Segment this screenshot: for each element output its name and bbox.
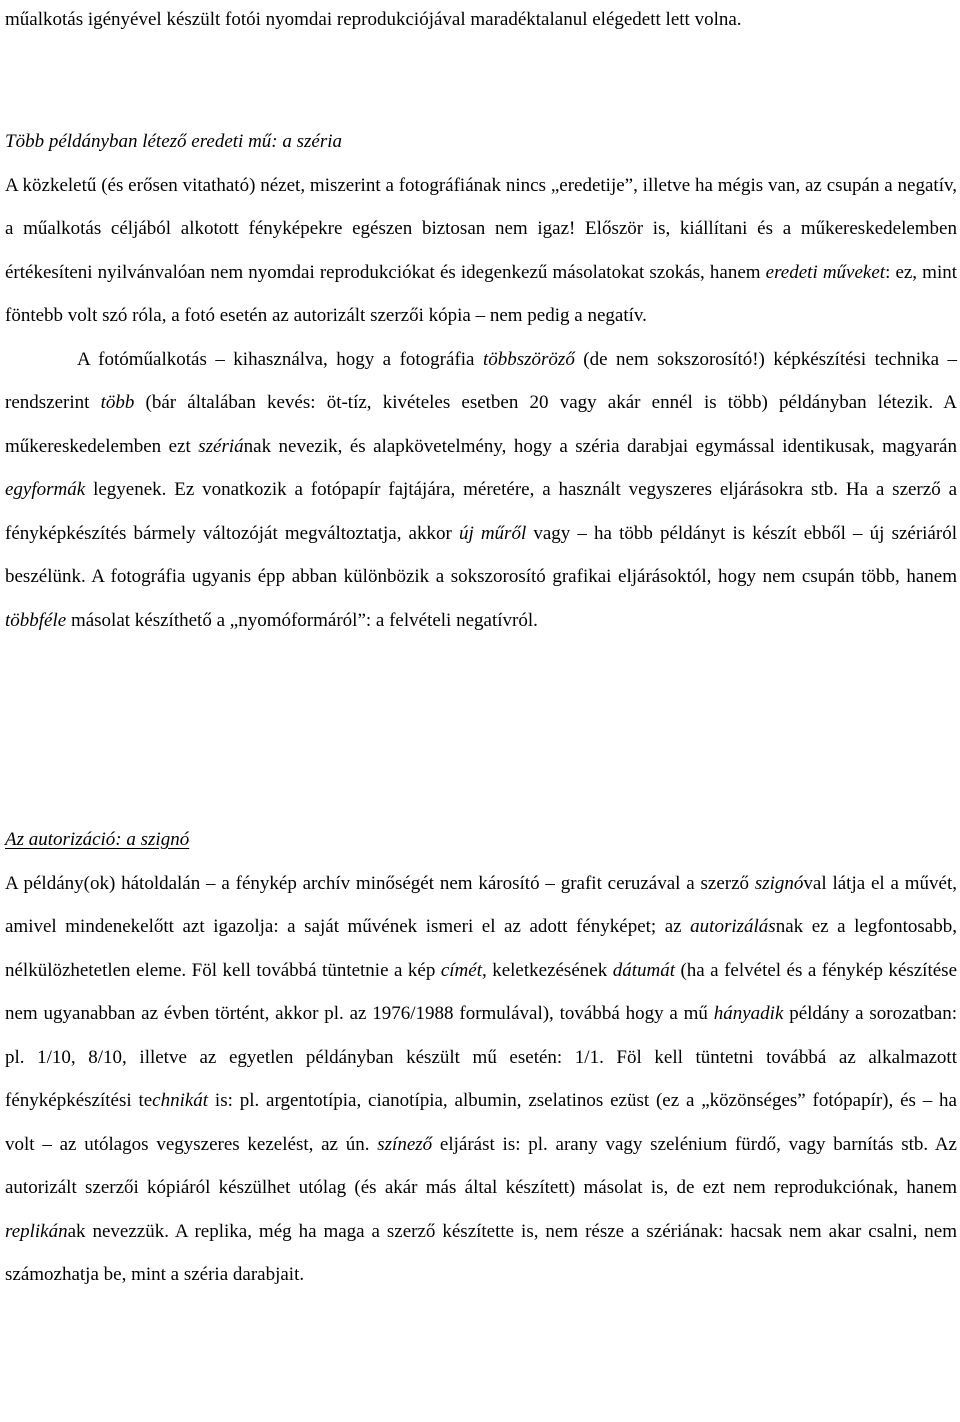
section-authorization — [5, 818, 957, 1297]
emphasis: autorizálás — [690, 916, 776, 937]
text-run: vagy – ha több példányt is készít ebből – új szériáról beszélünk. A fotográfia ugyanis épp abban különbözik a sokszorosító grafikai eljárásoktól, hogy nem csupán több, hanem — [5, 522, 957, 587]
emphasis: dátumát — [612, 959, 675, 981]
text-run: példány a sorozatban: pl. 1/10, 8/10, illetve az egyetlen példányban készült mű esetén: 1/1. Föl kell tüntetni továbbá az alkalmazott fényképkészítési te — [5, 1003, 957, 1111]
section-series — [5, 120, 957, 642]
emphasis: többszöröző — [482, 348, 575, 370]
section-heading-series: Több példányban létező eredeti mű: a széria — [5, 131, 343, 152]
emphasis: címét — [440, 959, 482, 981]
text-run: ak nevezzük. A replika, még ha maga a szerző készítette is, nem része a szériának: hacsak nem akar csalni, nem számozhatja be, mint a széria darabjait. — [5, 1220, 957, 1285]
series-paragraph-1 — [5, 164, 957, 338]
text-run: legyenek. Ez vonatkozik a fotópapír fajtájára, méretére, a használt vegyszeres eljárásokra stb. Ha a szerző a fényképkészítés bármely változóját megváltoztatja, akkor — [5, 479, 957, 544]
emphasis: egyformák — [5, 479, 86, 500]
emphasis: eredeti műveket — [765, 261, 886, 283]
emphasis: színező — [377, 1133, 433, 1155]
text-run: A fotóműalkotás – kihasználva, hogy a fotográfia — [77, 348, 483, 370]
text-run: : ez, mint föntebb volt szó róla, a fotó esetén az autorizált szerzői kópia – nem pedig a negatív. — [5, 261, 958, 326]
text-run: (bár általában kevés: öt-tíz, kivételes esetben 20 vagy akár ennél is több) példányban létezik. A műkereskedelemben ezt — [5, 392, 958, 457]
section-heading-authorization: Az autorizáció: a szignó — [5, 829, 190, 850]
text-run: (de nem sokszorosító!) képkészítési technika – rendszerint — [5, 348, 958, 413]
text-run: másolat készíthető a „nyomóformáról”: a felvételi negatívról. — [66, 609, 538, 631]
emphasis: többféle — [5, 609, 67, 631]
emphasis: szériá — [198, 435, 244, 457]
text-run: eljárást is: pl. arany vagy szelénium fürdő, vagy barnítás stb. Az autorizált szerzői kópiáról készülhet utólag (és akár más által készített) másolat is, de ezt nem reprodukciónak, hanem — [5, 1133, 957, 1198]
emphasis: több — [100, 392, 135, 413]
emphasis: szignó — [754, 872, 804, 894]
emphasis: új műről — [458, 522, 527, 544]
emphasis: replikán — [5, 1220, 68, 1242]
intro-text: műalkotás igényével készült fotói nyomdai reprodukciójával maradéktalanul elégedett lett volna. — [5, 9, 742, 30]
text-run: nak nevezik, és alapkövetelmény, hogy a széria darabjai egymással identikusak, magyarán — [243, 435, 957, 457]
authorization-paragraph — [5, 862, 957, 1297]
text-run: A közkeletű (és erősen vitatható) nézet, miszerint a fotográfiának nincs „eredetije”, illetve ha mégis van, az csupán a negatív, a műalkotás céljából alkotott fényképekre egészen biztosan nem igaz! Először is, kiállítani és a műkereskedelemben értékesíteni nyilvánvalóan nem nyomdai reprodukciókat és idegenkezű másolatokat szokás, hanem — [5, 174, 957, 283]
text-run: (ha a felvétel és a fénykép készítése nem ugyanabban az évben történt, akkor pl. az 1976/1988 formulával), továbbá hogy a mű — [5, 959, 958, 1024]
emphasis: chnikát — [152, 1090, 209, 1111]
intro-paragraph — [5, 0, 957, 42]
text-run: A példány(ok) hátoldalán – a fénykép archív minőségét nem károsító – grafit ceruzával a szerző — [5, 872, 755, 894]
text-run: nak ez a legfontosabb, nélkülözhetetlen eleme. Föl kell továbbá tüntetnie a kép — [5, 916, 957, 981]
series-paragraph-2 — [5, 338, 957, 643]
emphasis: hányadik — [713, 1003, 784, 1024]
text-run: , keletkezésének — [481, 959, 613, 981]
text-run: is: pl. argentotípia, cianotípia, albumin, zselatinos ezüst (ez a „közönséges” fotópapír), és – ha volt – az utólagos vegyszeres kezelést, az ún. — [5, 1090, 957, 1155]
text-run: val látja el a művét, amivel mindenekelőtt azt igazolja: a saját művének ismeri el az adott fényképet; az — [5, 872, 957, 937]
